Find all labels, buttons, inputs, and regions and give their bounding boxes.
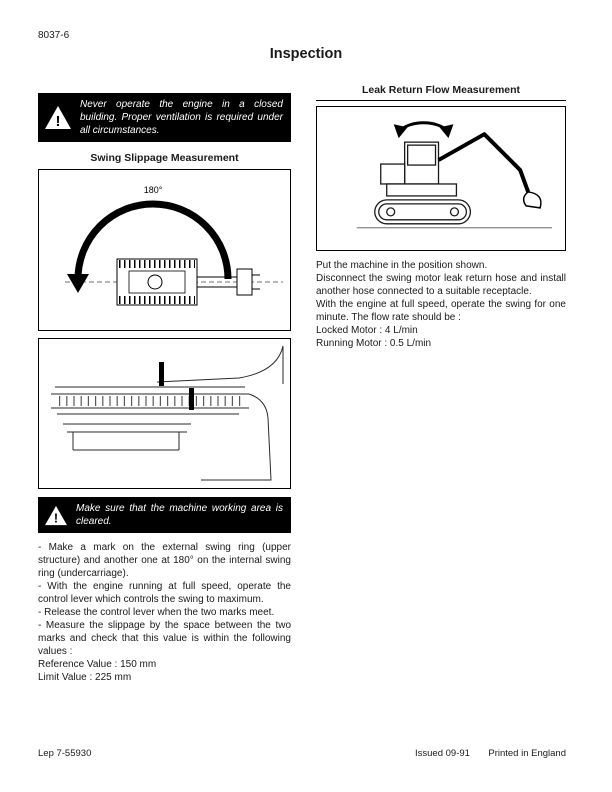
body-paragraph: Put the machine in the position shown. <box>316 260 488 271</box>
swing-slippage-drawing <box>39 170 290 330</box>
running-motor-value: Running Motor : 0.5 L/min <box>316 338 432 349</box>
excavator-body <box>375 142 471 224</box>
body-paragraph: With the engine at full speed, operate the swing for one minute. The flow rate should be : <box>316 299 566 323</box>
footer-printed-in: Printed in England <box>488 748 566 759</box>
swing-slippage-instructions <box>38 541 291 684</box>
machine-top-view <box>117 259 260 305</box>
lower-ring-mark <box>189 388 194 410</box>
section-heading-leak-return: Leak Return Flow Measurement <box>316 84 566 101</box>
exclamation-glyph: ! <box>55 113 61 130</box>
locked-motor-value: Locked Motor : 4 L/min <box>316 325 418 336</box>
boom-and-bucket <box>439 134 541 208</box>
figure-swing-slippage-top-view <box>38 169 291 331</box>
left-column <box>38 93 291 684</box>
page-number: 8037-6 <box>38 30 70 41</box>
right-column <box>316 84 566 350</box>
warning-text-ventilation: Never operate the engine in a closed building. Proper ventilation is required under all circumstances. <box>80 99 283 136</box>
figure-leak-return-machine-position <box>316 106 566 251</box>
body-paragraph: - With the engine running at full speed, operate the control lever which controls the swing to maximum. <box>38 581 291 605</box>
footer-issue-date: Issued 09-91 <box>415 748 470 759</box>
page-title: Inspection <box>269 46 343 62</box>
footer-document-code: Lep 7-55930 <box>38 748 92 759</box>
leak-return-instructions <box>316 259 566 350</box>
warning-triangle-icon <box>44 105 72 130</box>
warning-triangle-icon <box>44 505 68 526</box>
body-paragraph: - Measure the slippage by the space between the two marks and check that this value is within the following values : <box>38 620 291 657</box>
body-paragraph: - Release the control lever when the two marks meet. <box>38 607 275 618</box>
reference-value: Reference Value : 150 mm <box>38 659 157 670</box>
warning-box-ventilation <box>38 93 291 142</box>
warning-text-working-area: Make sure that the machine working area is cleared. <box>76 503 283 527</box>
limit-value: Limit Value : 225 mm <box>38 672 132 683</box>
angle-label: 180° <box>143 185 163 195</box>
body-paragraph: Disconnect the swing motor leak return hose and install another hose connected to a suitable receptacle. <box>316 273 566 297</box>
excavator-side-view-drawing <box>317 107 565 250</box>
figure-swing-ring-detail <box>38 338 291 489</box>
arrowhead <box>67 274 89 293</box>
exclamation-glyph: ! <box>53 511 59 526</box>
warning-box-working-area <box>38 497 291 533</box>
swing-ring-marks-drawing <box>39 339 290 488</box>
section-heading-swing-slippage: Swing Slippage Measurement <box>90 152 239 164</box>
swing-rotation-arrow <box>394 123 454 138</box>
body-paragraph: - Make a mark on the external swing ring (upper structure) and another one at 180° on the internal swing ring (undercarriage). <box>38 542 291 579</box>
upper-ring-mark <box>159 362 164 386</box>
